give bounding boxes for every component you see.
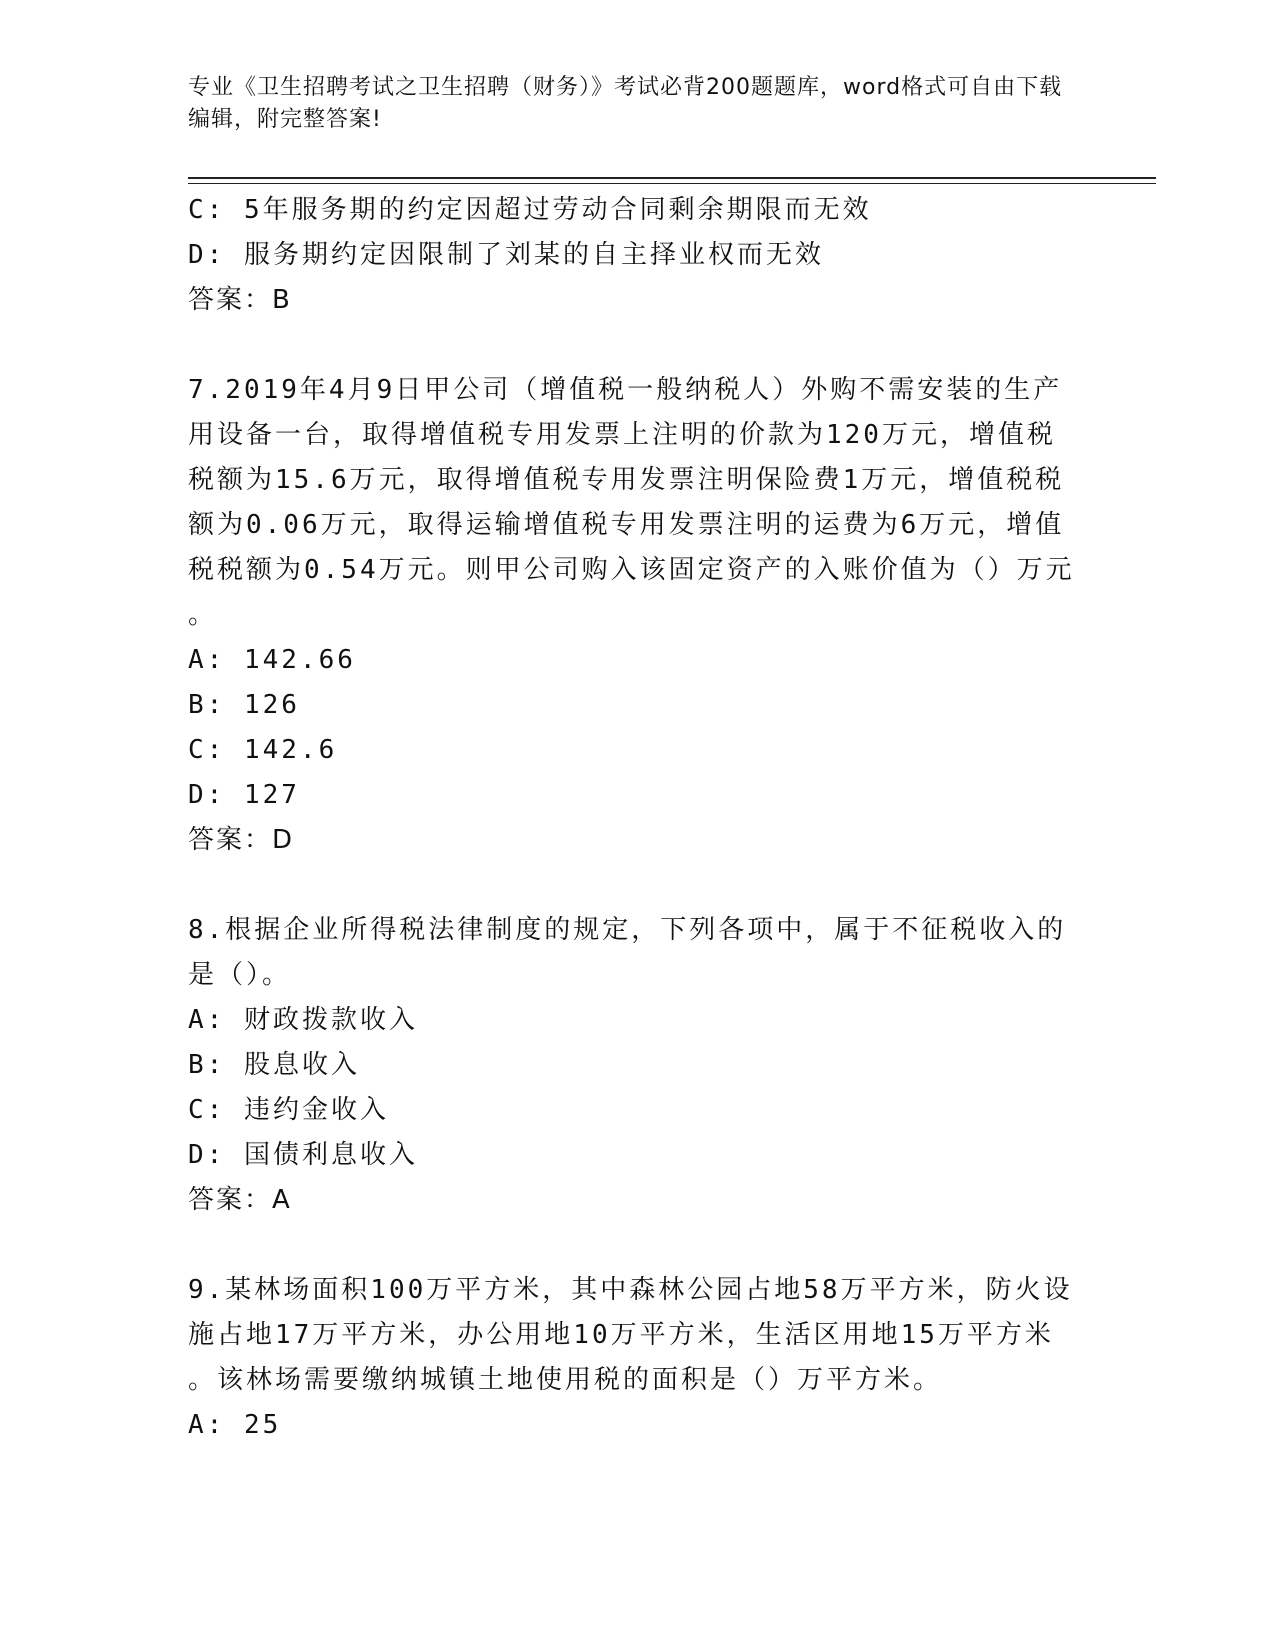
question-stem	[188, 908, 1078, 998]
stem-line: 。该林场需要缴纳城镇土地使用税的面积是（）万平方米。	[188, 1365, 943, 1395]
option-b: B: 股息收入	[188, 1050, 360, 1080]
stem-line: 8.根据企业所得税法律制度的规定，下列各项中，属于不征税收入的	[188, 915, 1067, 945]
answer: 答案：A	[188, 1185, 292, 1215]
option-d: D: 服务期约定因限制了刘某的自主择业权而无效	[188, 240, 824, 270]
option-c: C: 5年服务期的约定因超过劳动合同剩余期限而无效	[188, 195, 872, 225]
stem-line: 施占地17万平方米，办公用地10万平方米，生活区用地15万平方米	[188, 1320, 1054, 1350]
option-a: A: 25	[188, 1410, 282, 1440]
stem-line: 。	[188, 600, 218, 630]
question-8	[188, 908, 1078, 1223]
question-9	[188, 1268, 1078, 1448]
answer: 答案：D	[188, 825, 295, 855]
stem-line: 9.某林场面积100万平方米，其中森林公园占地58万平方米，防火设	[188, 1275, 1073, 1305]
option-d: D: 127	[188, 780, 300, 810]
answer: 答案：B	[188, 285, 292, 315]
spacer	[188, 323, 1078, 368]
question-7	[188, 368, 1078, 863]
stem-line: 额为0.06万元，取得运输增值税专用发票注明的运费为6万元，增值	[188, 510, 1065, 540]
stem-line: 税税额为0.54万元。则甲公司购入该固定资产的入账价值为（）万元	[188, 555, 1075, 585]
question-stem	[188, 368, 1078, 638]
document-header: 专业《卫生招聘考试之卫生招聘（财务）》考试必背200题题库，word格式可自由下载编辑，附完整答案!	[188, 75, 1063, 132]
stem-line: 用设备一台，取得增值税专用发票上注明的价款为120万元，增值税	[188, 420, 1056, 450]
question-content	[188, 188, 1078, 1448]
stem-line: 是（）。	[188, 960, 292, 990]
header-divider-thick	[188, 177, 1156, 179]
spacer	[188, 1223, 1078, 1268]
option-a: A: 142.66	[188, 645, 356, 675]
option-b: B: 126	[188, 690, 300, 720]
option-c: C: 142.6	[188, 735, 338, 765]
question-stem	[188, 1268, 1078, 1403]
option-c: C: 违约金收入	[188, 1095, 389, 1125]
question-6	[188, 188, 1078, 323]
header-divider-thin	[188, 183, 1156, 184]
option-d: D: 国债利息收入	[188, 1140, 418, 1170]
stem-line: 7.2019年4月9日甲公司（增值税一般纳税人）外购不需安装的生产	[188, 375, 1063, 405]
stem-line: 税额为15.6万元，取得增值税专用发票注明保险费1万元，增值税税	[188, 465, 1065, 495]
option-a: A: 财政拨款收入	[188, 1005, 418, 1035]
spacer	[188, 863, 1078, 908]
